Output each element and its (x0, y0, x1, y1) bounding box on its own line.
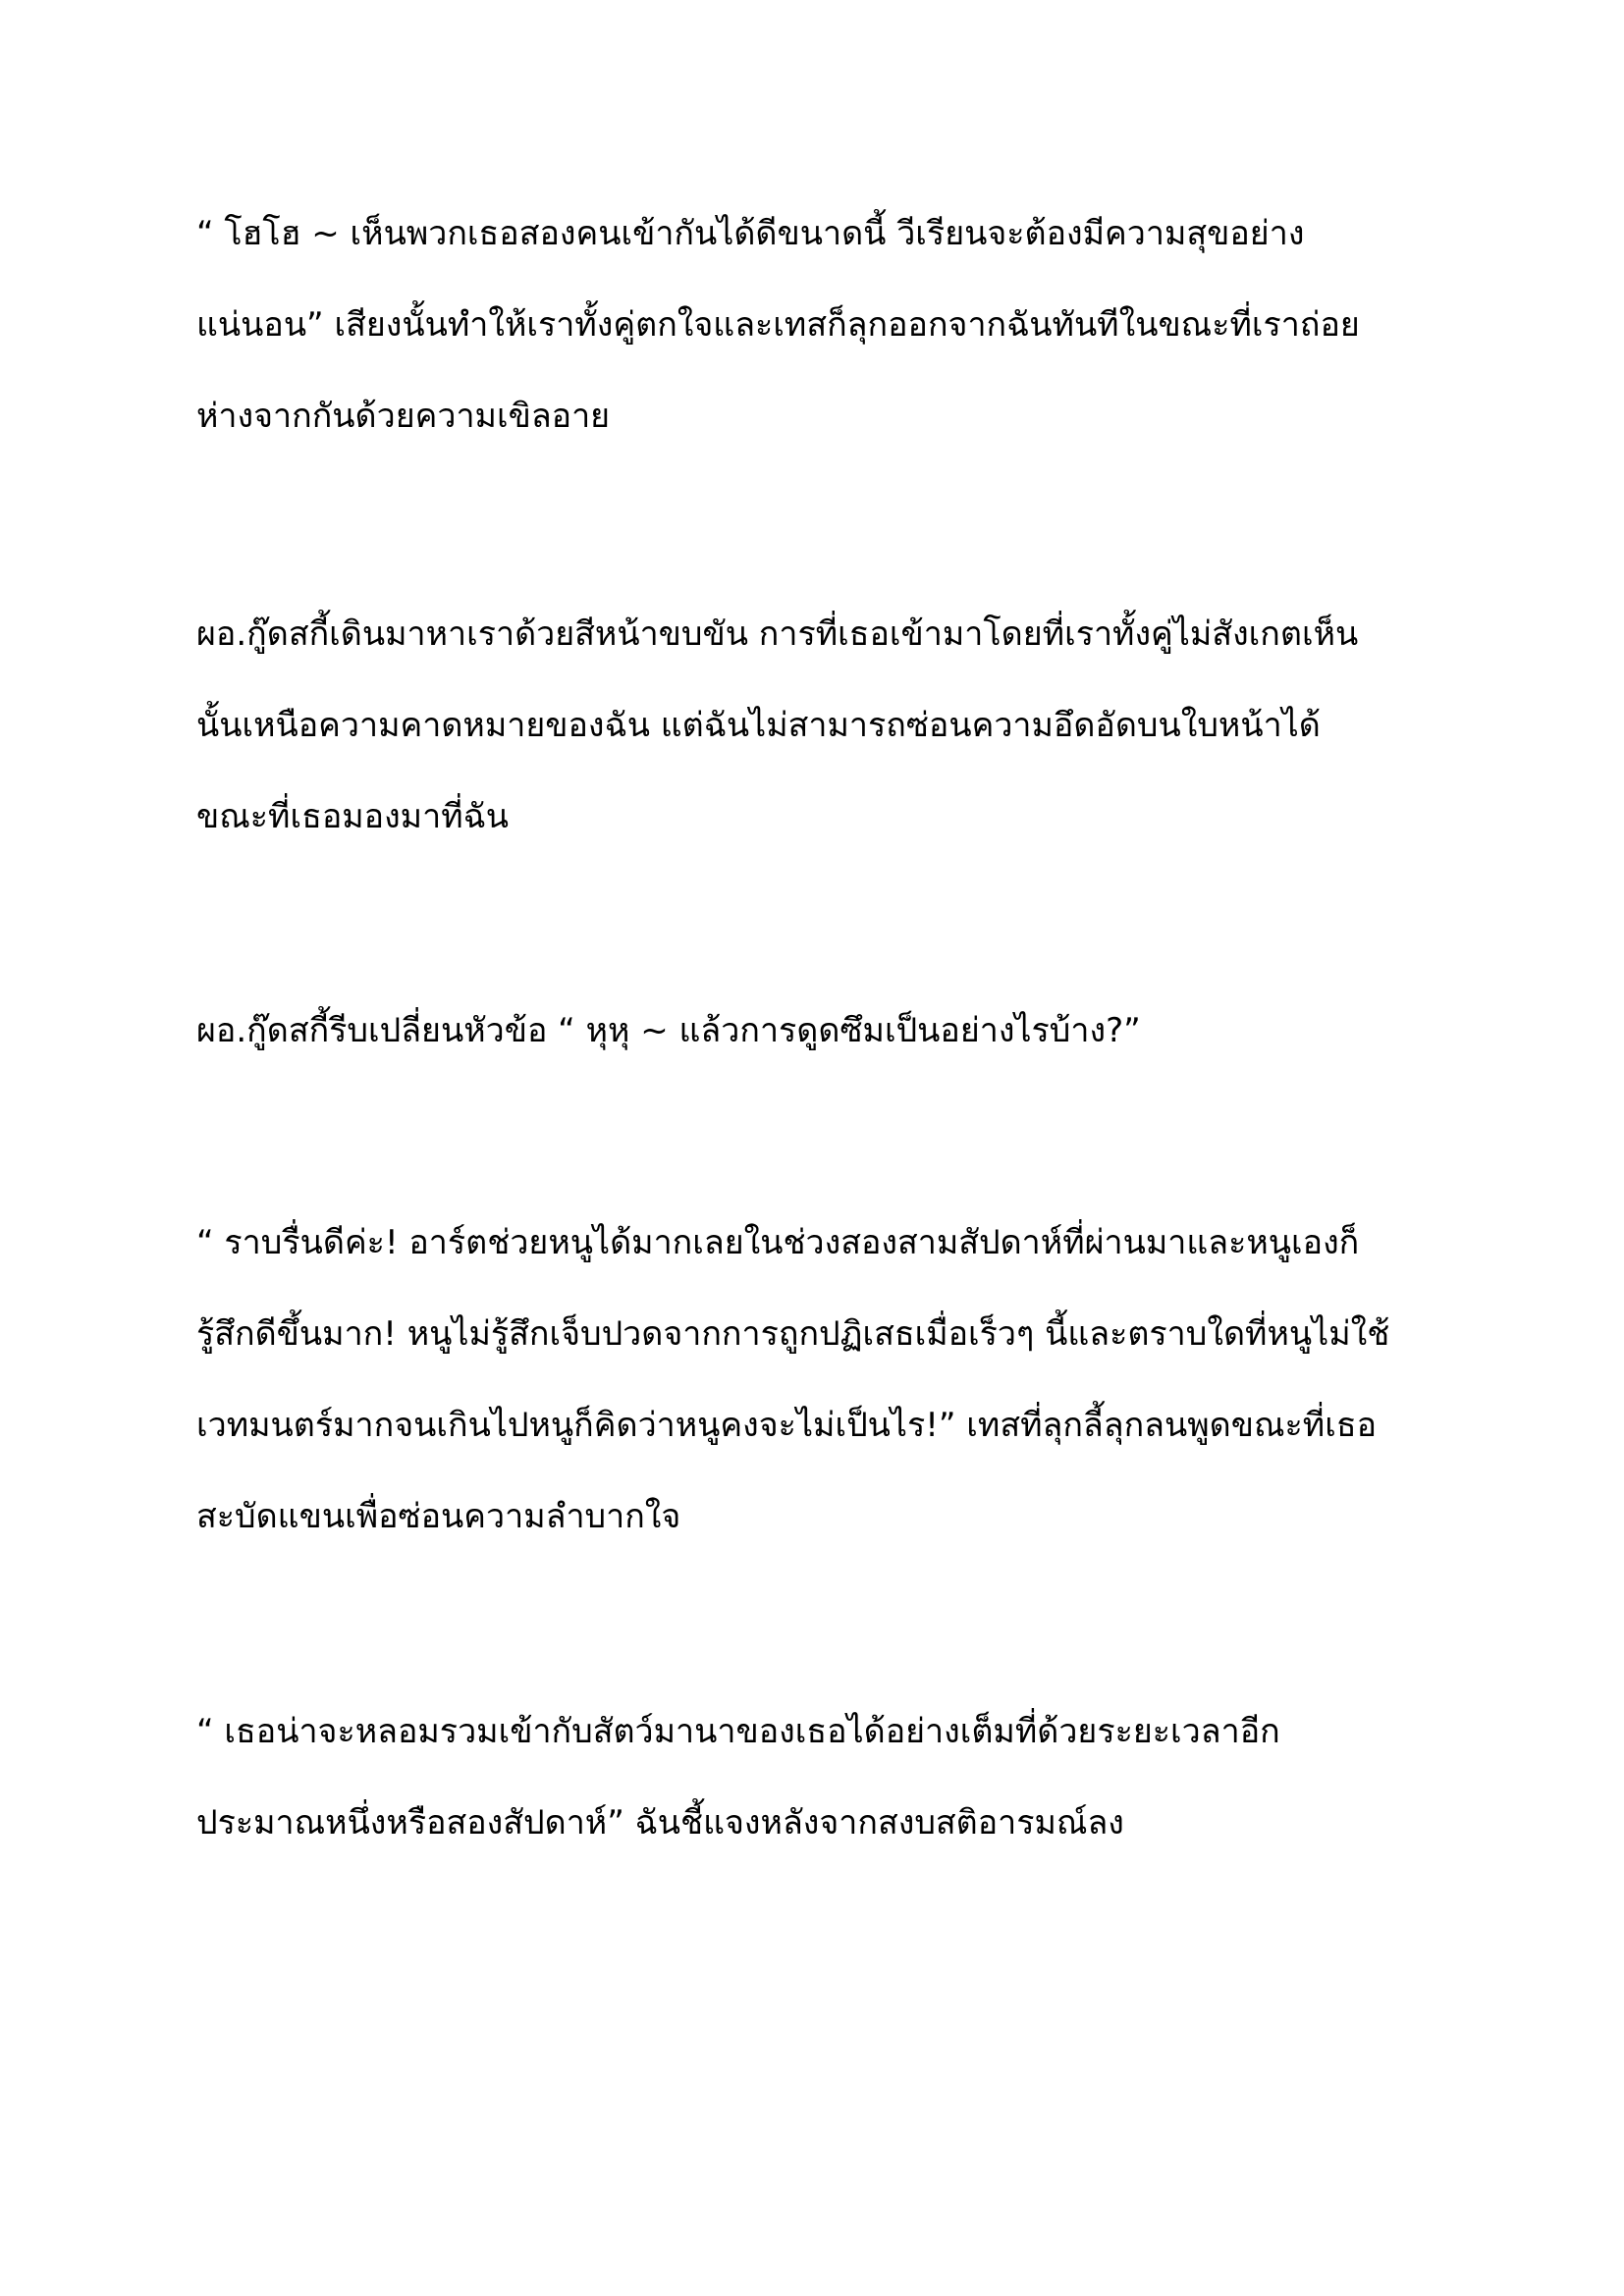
paragraph-line: “ ราบรื่นดีค่ะ! อาร์ตช่วยหนูได้มากเลยในช่วงสองสามสัปดาห์ที่ผ่านมาและหนูเองก็ (196, 1223, 1360, 1262)
paragraph-5 (196, 1686, 1280, 1869)
paragraph-2 (196, 589, 1358, 863)
paragraph-line: ขณะที่เธอมองมาที่ฉัน (196, 797, 510, 836)
paragraph-line: ห่างจากกันด้วยความเขิลอาย (196, 397, 611, 436)
paragraph-3 (196, 986, 1141, 1077)
paragraph-line: สะบัดแขนเพื่อซ่อนความลำบากใจ (196, 1497, 681, 1536)
paragraph-line: ผอ.กู๊ดสกี้รีบเปลี่ยนหัวข้อ “ หุหุ ~ แล้วการดูดซึมเป็นอย่างไรบ้าง?” (196, 1011, 1141, 1050)
paragraph-line: “ โฮโฮ ~ เห็นพวกเธอสองคนเข้ากันได้ดีขนาดนี้ วีเรียนจะต้องมีความสุขอย่าง (196, 214, 1305, 253)
paragraph-line: ประมาณหนึ่งหรือสองสัปดาห์” ฉันชี้แจงหลังจากสงบสติอารมณ์ลง (196, 1803, 1124, 1842)
paragraph-line: แน่นอน” เสียงนั้นทำให้เราทั้งคู่ตกใจและเทสก็ลุกออกจากฉันทันทีในขณะที่เราถ่อย (196, 305, 1360, 345)
paragraph-1 (196, 188, 1360, 462)
paragraph-line: เวทมนตร์มากจนเกินไปหนูก็คิดว่าหนูคงจะไม่เป็นไร!” เทสที่ลุกลี้ลุกลนพูดขณะที่เธอ (196, 1406, 1378, 1445)
paragraph-line: นั้นเหนือความคาดหมายของฉัน แต่ฉันไม่สามารถซ่อนความอึดอัดบนใบหน้าได้ (196, 706, 1321, 745)
paragraph-4 (196, 1198, 1389, 1563)
paragraph-line: “ เธอน่าจะหลอมรวมเข้ากับสัตว์มานาของเธอได้อย่างเต็มที่ด้วยระยะเวลาอีก (196, 1712, 1280, 1751)
paragraph-line: รู้สึกดีขึ้นมาก! หนูไม่รู้สึกเจ็บปวดจากการถูกปฏิเสธเมื่อเร็วๆ นี้และตราบใดที่หนูไม่ใช้ (196, 1314, 1390, 1354)
paragraph-line: ผอ.กู๊ดสกี้เดินมาหาเราด้วยสีหน้าขบขัน การที่เธอเข้ามาโดยที่เราทั้งคู่ไม่สังเกตเห็น (196, 614, 1359, 654)
